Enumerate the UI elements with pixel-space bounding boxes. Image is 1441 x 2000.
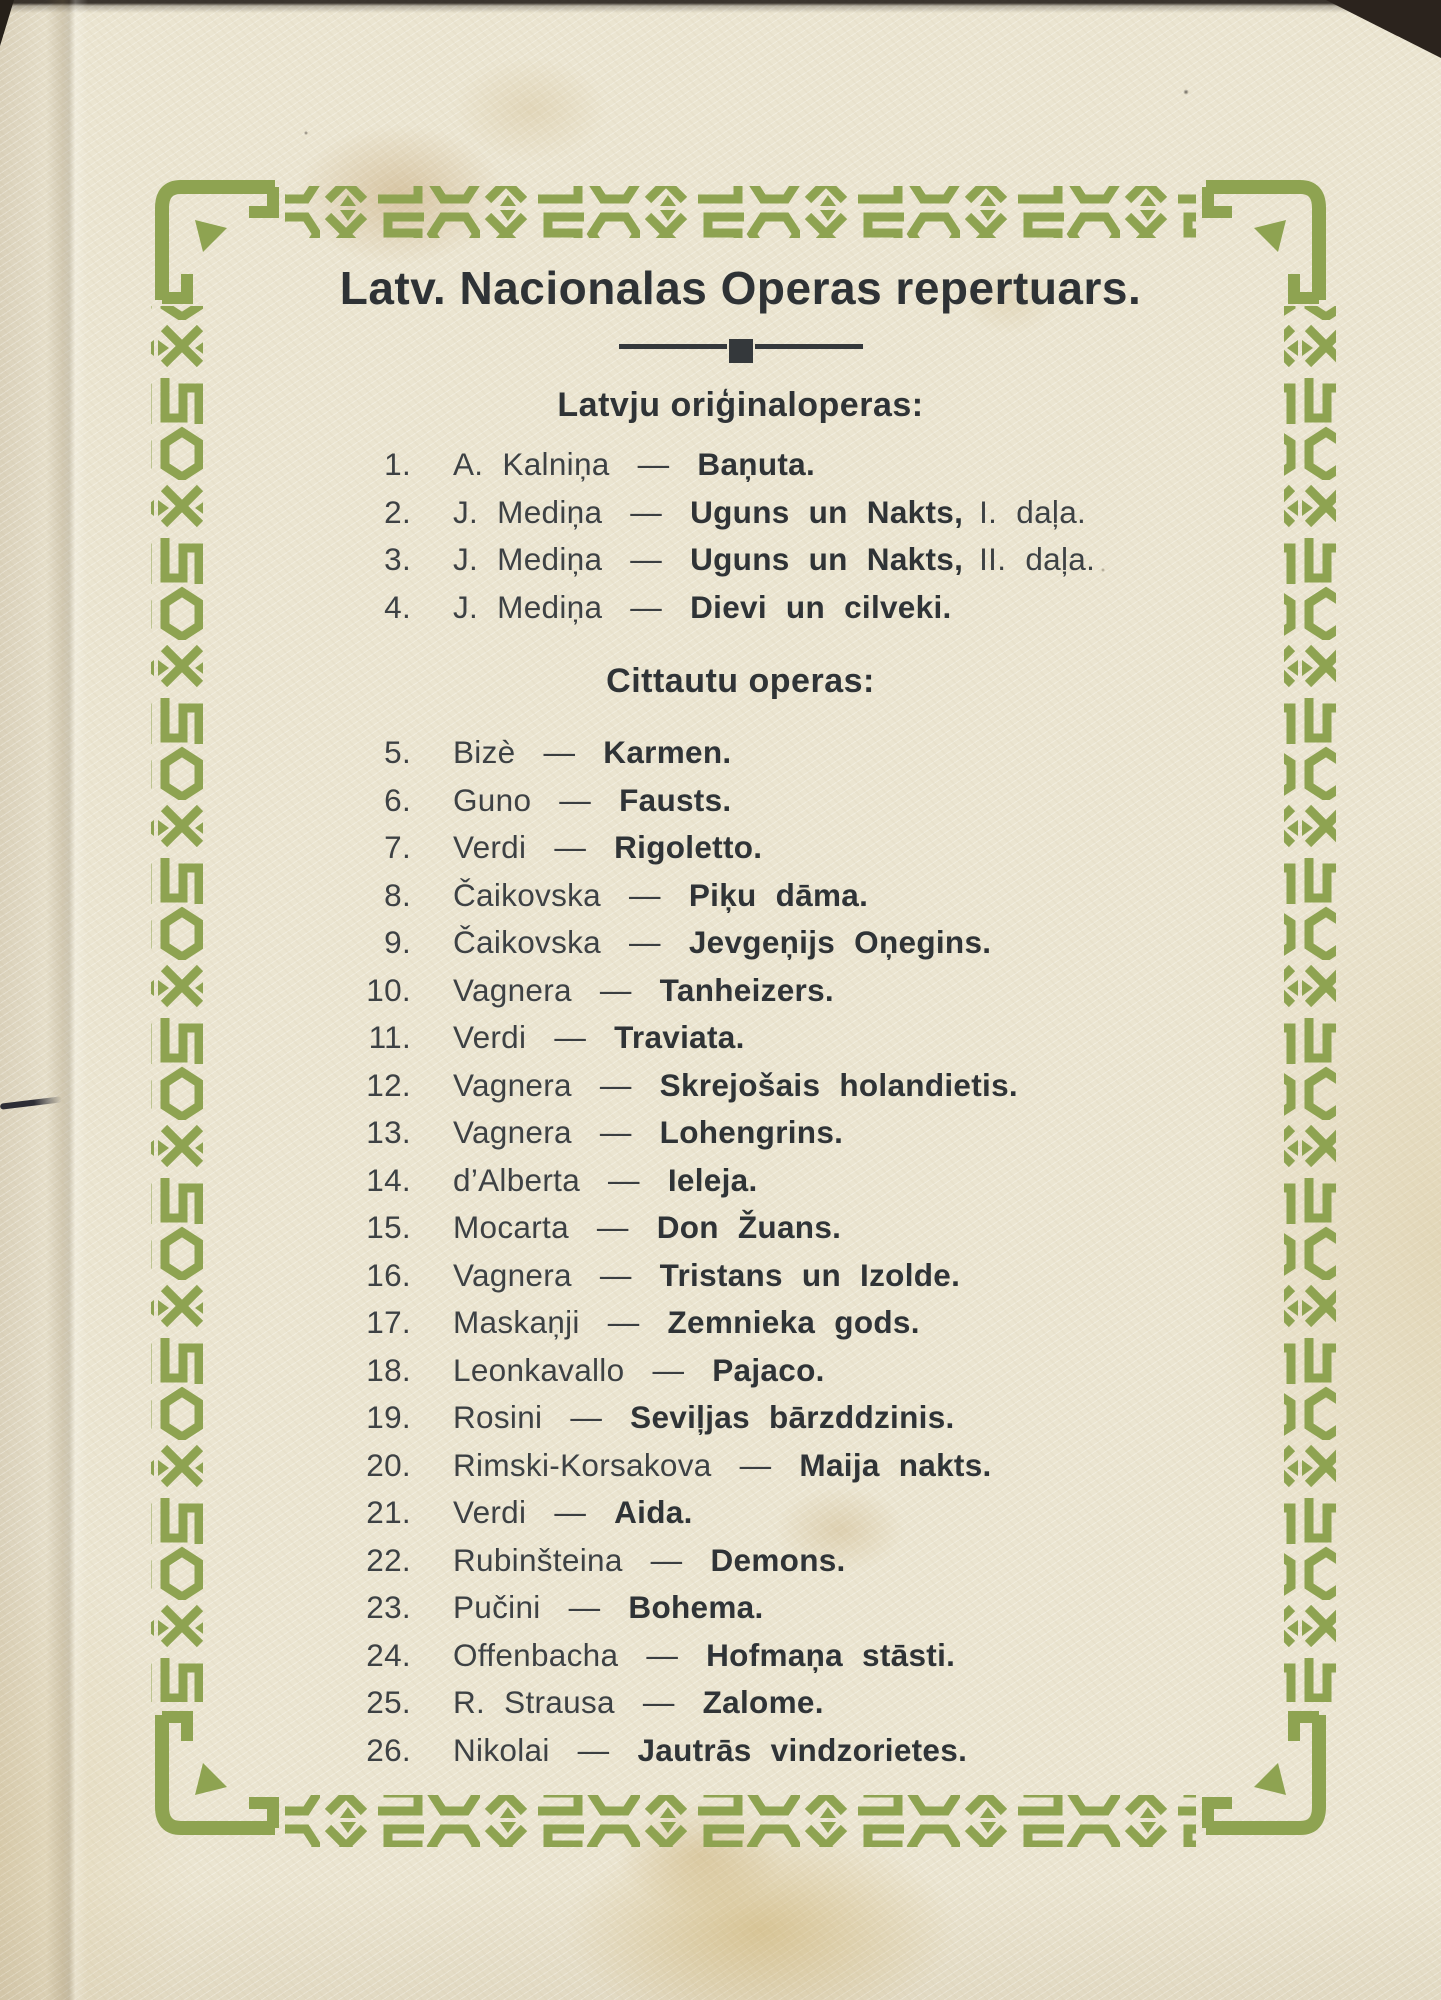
- em-dash: —: [570, 1399, 603, 1435]
- em-dash: —: [642, 1684, 675, 1720]
- item-author: Čaikovska: [453, 924, 602, 960]
- item-opera-title: Seviļjas bārzddzinis.: [630, 1399, 955, 1435]
- item-number: 21.: [366, 1494, 411, 1530]
- scan-edge-top: [0, 0, 1441, 14]
- item-number: 15.: [366, 1209, 411, 1245]
- scan-corner-shadow-tr: [1326, 0, 1441, 58]
- item-opera-title: Maija nakts.: [799, 1446, 992, 1483]
- em-dash: —: [637, 446, 670, 482]
- list-item: [295, 1394, 1336, 1442]
- divider-line-left: [619, 344, 727, 349]
- list-item: [295, 1727, 1336, 1775]
- em-dash: —: [629, 876, 661, 913]
- item-author: J. Mediņa: [453, 493, 603, 530]
- list-item: [295, 1679, 1336, 1727]
- em-dash: —: [630, 588, 663, 625]
- item-author: Vagnera: [453, 1066, 572, 1103]
- em-dash: —: [596, 1209, 629, 1245]
- item-number: 8.: [384, 876, 411, 913]
- item-opera-title: Hofmaņa stāsti.: [706, 1636, 956, 1673]
- list-item: [295, 1252, 1336, 1300]
- list-item: [295, 1584, 1336, 1632]
- item-opera-title: Tristans un Izolde.: [659, 1256, 961, 1293]
- item-opera-title: Fausts.: [619, 781, 732, 818]
- item-opera-title: Tanheizers.: [659, 971, 834, 1008]
- item-number: 16.: [366, 1256, 411, 1293]
- item-opera-title: Uguns un Nakts,: [690, 493, 964, 530]
- list-item: [295, 536, 1336, 584]
- item-number: 13.: [366, 1114, 411, 1150]
- em-dash: —: [599, 1256, 632, 1293]
- item-author: d’Alberta: [453, 1161, 581, 1198]
- item-author: Offenbacha: [453, 1636, 619, 1673]
- item-author: Vagnera: [453, 971, 572, 1008]
- divider-square: [729, 339, 753, 363]
- list-item: [295, 1537, 1336, 1585]
- section-heading-latvju: Latvju oriģinaloperas:: [557, 386, 924, 424]
- list-item: [295, 441, 1336, 489]
- list-cittautu-operas: [295, 729, 1336, 1774]
- item-number: 26.: [366, 1731, 411, 1768]
- list-latvju-operas: [295, 441, 1336, 631]
- item-opera-title: Zemnieka gods.: [667, 1304, 920, 1340]
- item-opera-title: Baņuta.: [697, 446, 816, 482]
- list-item: [295, 1347, 1336, 1395]
- item-author: Bizè: [453, 734, 516, 770]
- item-number: 10.: [366, 971, 411, 1008]
- item-author: R. Strausa: [453, 1684, 615, 1720]
- item-number: 1.: [384, 446, 411, 482]
- em-dash: —: [568, 1589, 601, 1625]
- em-dash: —: [554, 1494, 587, 1530]
- item-author: Rubinšteina: [453, 1541, 623, 1578]
- em-dash: —: [630, 493, 663, 530]
- em-dash: —: [599, 1066, 632, 1103]
- item-number: 14.: [366, 1161, 411, 1198]
- item-opera-title: Karmen.: [603, 734, 732, 770]
- list-item: [295, 919, 1336, 967]
- page-title: Latv. Nacionalas Operas repertuars.: [339, 262, 1142, 314]
- item-opera-title: Traviata.: [614, 1019, 745, 1055]
- item-title-suffix: I. daļa.: [979, 493, 1087, 530]
- item-author: Rimski-Korsakova: [453, 1446, 712, 1483]
- item-author: J. Mediņa: [453, 588, 603, 625]
- item-number: 19.: [366, 1399, 411, 1435]
- list-item: [295, 1442, 1336, 1490]
- item-number: 7.: [384, 829, 411, 865]
- list-item: [295, 729, 1336, 777]
- border-bottom-band: [285, 1795, 1196, 1847]
- em-dash: —: [554, 1019, 587, 1055]
- list-item: [295, 584, 1336, 632]
- list-item: [295, 967, 1336, 1015]
- list-item: [295, 489, 1336, 537]
- item-number: 6.: [384, 781, 411, 818]
- em-dash: —: [739, 1446, 772, 1483]
- item-opera-title: Demons.: [710, 1541, 846, 1578]
- em-dash: —: [599, 971, 632, 1008]
- em-dash: —: [554, 829, 587, 865]
- item-opera-title: Skrejošais holandietis.: [659, 1066, 1018, 1103]
- title-divider-ornament: [611, 331, 871, 361]
- list-item: [295, 872, 1336, 920]
- em-dash: —: [646, 1636, 679, 1673]
- em-dash: —: [652, 1351, 685, 1388]
- list-item: [295, 824, 1336, 872]
- item-author: J. Mediņa: [453, 541, 603, 577]
- item-author: Guno: [453, 781, 532, 818]
- item-author: Vagnera: [453, 1114, 572, 1150]
- list-item: [295, 1062, 1336, 1110]
- list-item: [295, 1014, 1336, 1062]
- item-author: Verdi: [453, 1019, 527, 1055]
- item-opera-title: Uguns un Nakts,: [690, 541, 964, 577]
- item-number: 11.: [368, 1019, 411, 1055]
- em-dash: —: [630, 541, 663, 577]
- item-number: 17.: [366, 1304, 411, 1340]
- item-author: A. Kalniņa: [453, 446, 610, 482]
- item-number: 20.: [366, 1446, 411, 1483]
- item-number: 22.: [366, 1541, 411, 1578]
- item-author: Mocarta: [453, 1209, 569, 1245]
- item-opera-title: Zalome.: [702, 1684, 824, 1720]
- list-item: [295, 1204, 1336, 1252]
- item-opera-title: Piķu dāma.: [688, 876, 869, 913]
- item-author: Čaikovska: [453, 876, 602, 913]
- list-item: [295, 1299, 1336, 1347]
- em-dash: —: [599, 1114, 632, 1150]
- item-opera-title: Jevgeņijs Oņegins.: [688, 924, 992, 960]
- page-fold-crease: [46, 0, 88, 2000]
- item-number: 24.: [366, 1636, 411, 1673]
- item-author: Verdi: [453, 1494, 527, 1530]
- item-author: Verdi: [453, 829, 527, 865]
- item-number: 25.: [366, 1684, 411, 1720]
- item-title-suffix: II. daļa.: [979, 541, 1096, 577]
- item-opera-title: Jautrās vindzorietes.: [637, 1731, 968, 1768]
- em-dash: —: [607, 1304, 640, 1340]
- item-number: 4.: [384, 588, 411, 625]
- item-number: 5.: [384, 734, 411, 770]
- em-dash: —: [608, 1161, 640, 1198]
- em-dash: —: [577, 1731, 610, 1768]
- item-number: 2.: [384, 493, 411, 530]
- item-opera-title: Rigoletto.: [614, 829, 763, 865]
- page-content: [145, 170, 1336, 1774]
- item-number: 23.: [366, 1589, 411, 1625]
- item-number: 9.: [384, 924, 411, 960]
- item-opera-title: Aida.: [614, 1494, 693, 1530]
- section-heading-cittautu: Cittautu operas:: [606, 662, 875, 700]
- item-opera-title: Pajaco.: [712, 1351, 825, 1388]
- scan-corner-shadow-tl: [0, 0, 14, 46]
- item-opera-title: Don Žuans.: [656, 1209, 842, 1245]
- item-author: Rosini: [453, 1399, 543, 1435]
- item-number: 12.: [366, 1066, 411, 1103]
- list-item: [295, 1632, 1336, 1680]
- divider-line-right: [755, 344, 863, 349]
- item-opera-title: Bohema.: [628, 1589, 764, 1625]
- list-item: [295, 1157, 1336, 1205]
- item-author: Leonkavallo: [453, 1351, 625, 1388]
- list-item: [295, 1109, 1336, 1157]
- item-opera-title: Ieleja.: [667, 1161, 758, 1198]
- item-author: Nikolai: [453, 1731, 550, 1768]
- item-author: Vagnera: [453, 1256, 572, 1293]
- em-dash: —: [629, 924, 661, 960]
- item-number: 3.: [384, 541, 411, 577]
- item-number: 18.: [366, 1351, 411, 1388]
- item-opera-title: Dievi un cilveki.: [690, 588, 952, 625]
- item-author: Pučini: [453, 1589, 541, 1625]
- em-dash: —: [543, 734, 576, 770]
- item-opera-title: Lohengrins.: [659, 1114, 844, 1150]
- em-dash: —: [559, 781, 592, 818]
- list-item: [295, 1489, 1336, 1537]
- list-item: [295, 777, 1336, 825]
- item-author: Maskaņji: [453, 1304, 580, 1340]
- em-dash: —: [650, 1541, 683, 1578]
